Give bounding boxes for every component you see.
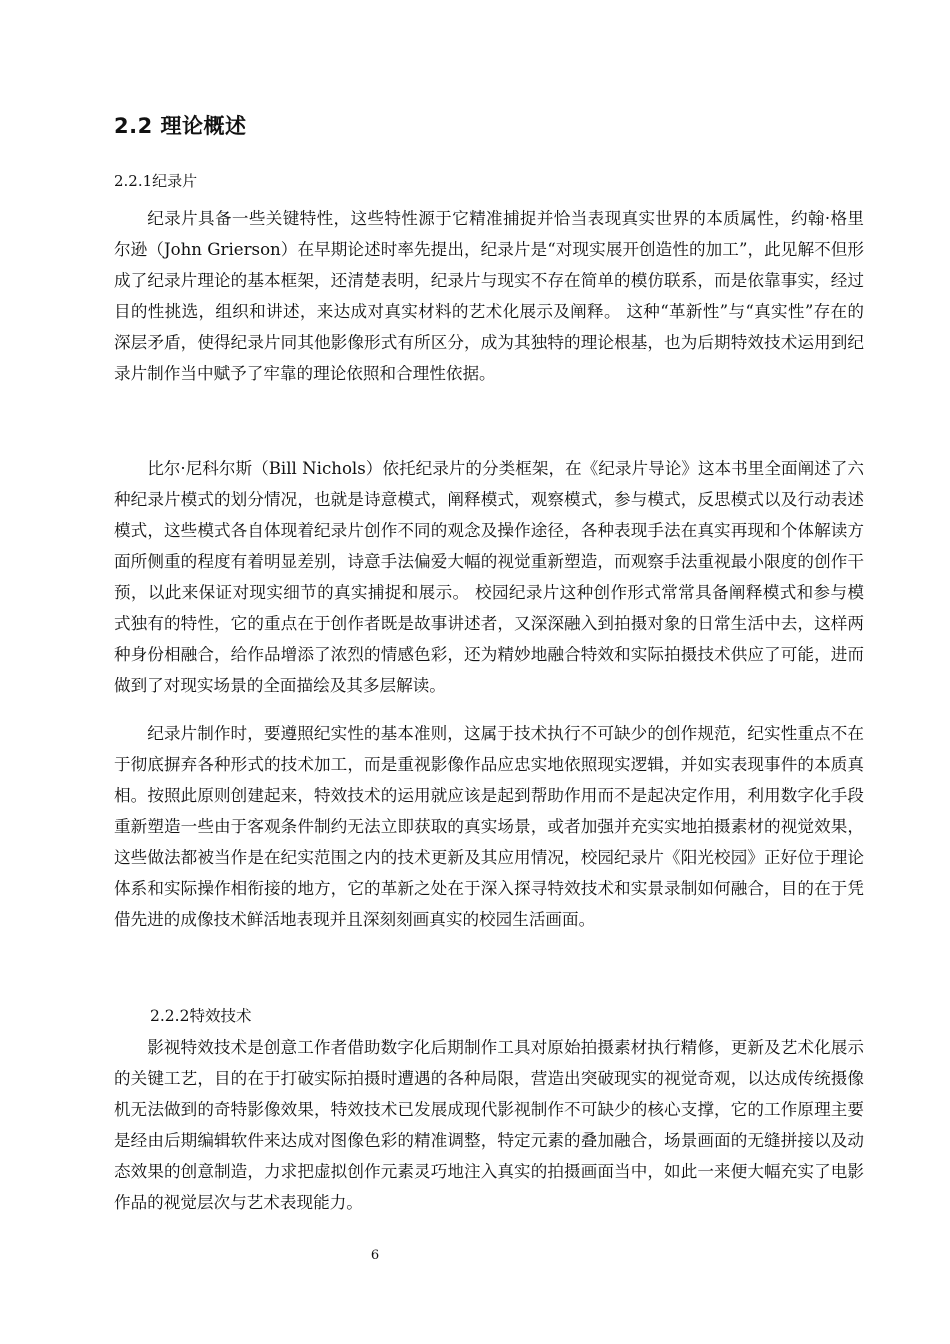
subsection-heading-documentary: 2.2.1纪录片 [114,172,198,190]
paragraph-vfx-definition: 影视特效技术是创意工作者借助数字化后期制作工具对原始拍摄素材执行精修，更新及艺术化展示的关键工艺，目的在于打破实际拍摄时遭遇的各种局限，营造出突破现实的视觉奇观，以达成传统摄像机无法做到的奇特影像效果，特效技术已发展成现代影视制作不可缺少的核心支撑，它的工作原理主要是经由后期编辑软件来达成对图像色彩的精准调整，特定元素的叠加融合，场景画面的无缝拼接以及动态效果的创意制造，力求把虚拟创作元素灵巧地注入真实的拍摄画面当中，如此一来便大幅充实了电影作品的视觉层次与艺术表现能力。 [114,1038,864,1212]
subsection-heading-vfx: 2.2.2特效技术 [150,1007,252,1025]
paragraph-documentary-definition: 纪录片具备一些关键特性，这些特性源于它精准捕捉并恰当表现真实世界的本质属性，约翰·格里尔逊（John Grierson）在早期论述时率先提出，纪录片是“对现实展开创造性的加工”，此见解不但形成了纪录片理论的基本框架，还清楚表明，纪录片与现实不存在简单的模仿联系，而是依靠事实，经过目的性挑选，组织和讲述，来达成对真实材料的艺术化展示及阐释。 这种“革新性”与“真实性”存在的深层矛盾，使得纪录片同其他影像形式有所区分，成为其独特的理论根基，也为后期特效技术运用到纪录片制作当中赋予了牢靠的理论依照和合理性依据。 [114,209,864,383]
paragraph-documentary-modes: 比尔·尼科尔斯（Bill Nichols）依托纪录片的分类框架，在《纪录片导论》这本书里全面阐述了六种纪录片模式的划分情况，也就是诗意模式，阐释模式，观察模式，参与模式，反思模式以及行动表述模式，这些模式各自体现着纪录片创作不同的观念及操作途径，各种表现手法在真实再现和个体解读方面所侧重的程度有着明显差别，诗意手法偏爱大幅的视觉重新塑造，而观察手法重视最小限度的创作干预，以此来保证对现实细节的真实捕捉和展示。 校园纪录片这种创作形式常常具备阐释模式和参与模式独有的特性，它的重点在于创作者既是故事讲述者，又深深融入到拍摄对象的日常生活中去，这样两种身份相融合，给作品增添了浓烈的情感色彩，还为精妙地融合特效和实际拍摄技术供应了可能，进而做到了对现实场景的全面描绘及其多层解读。 [114,459,864,695]
section-heading: 2.2 理论概述 [114,114,247,138]
page-number: 6 [370,1248,380,1263]
paragraph-documentary-principles: 纪录片制作时，要遵照纪实性的基本准则，这属于技术执行不可缺少的创作规范，纪实性重点不在于彻底摒弃各种形式的技术加工，而是重视影像作品应忠实地依照现实逻辑，并如实表现事件的本质真相。按照此原则创建起来，特效技术的运用就应该是起到帮助作用而不是起决定作用，利用数字化手段重新塑造一些由于客观条件制约无法立即获取的真实场景，或者加强并充实实地拍摄素材的视觉效果，这些做法都被当作是在纪实范围之内的技术更新及其应用情况，校园纪录片《阳光校园》正好位于理论体系和实际操作相衔接的地方，它的革新之处在于深入探寻特效技术和实景录制如何融合，目的在于凭借先进的成像技术鲜活地表现并且深刻刻画真实的校园生活画面。 [114,724,864,929]
